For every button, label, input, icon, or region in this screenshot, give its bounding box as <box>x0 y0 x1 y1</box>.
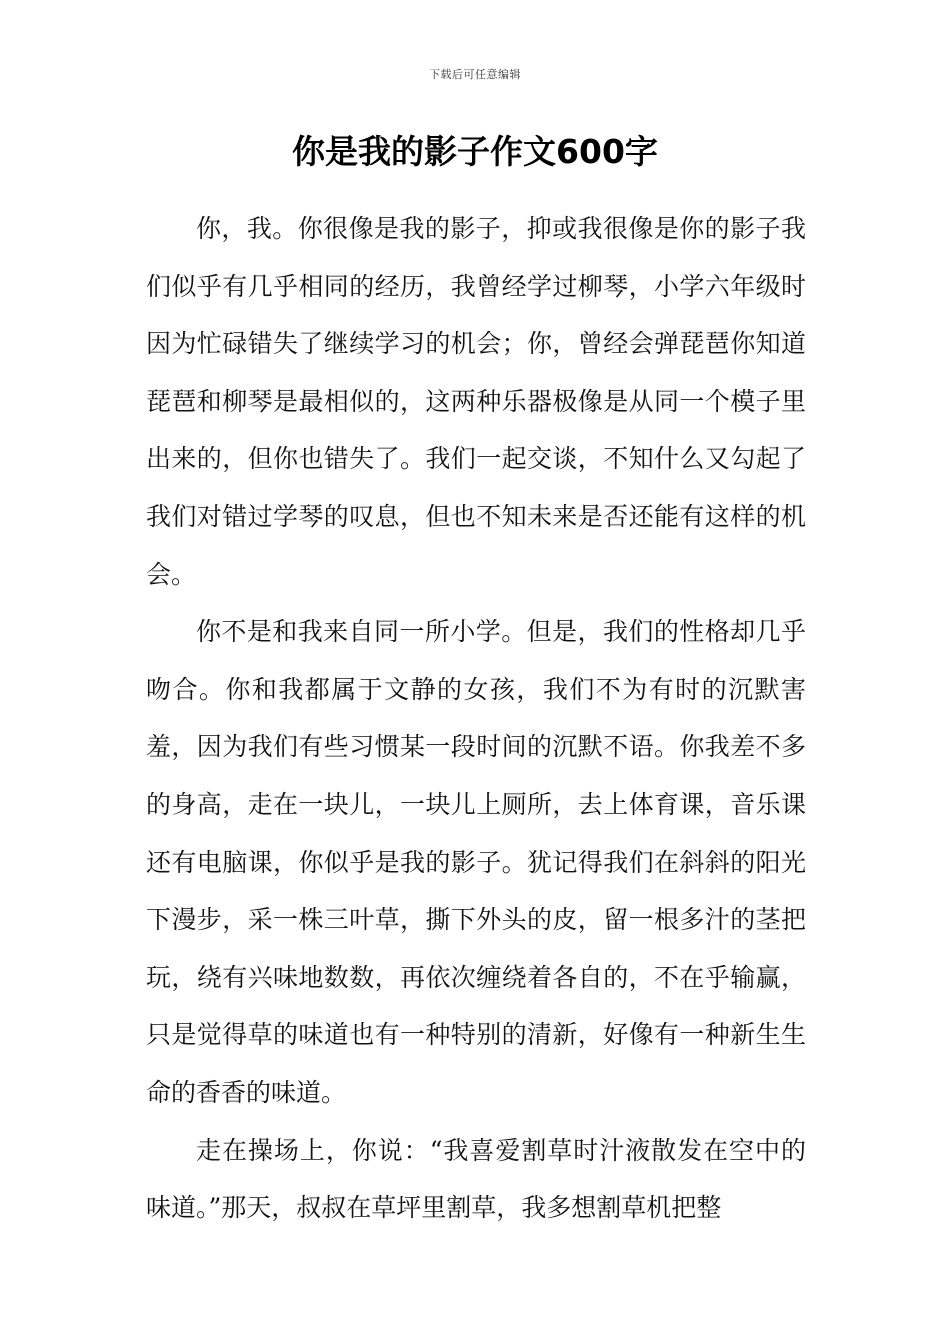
page-title: 你是我的影子作文600字 <box>292 132 658 171</box>
paragraph-3: 走在操场上，你说：“我喜爱割草时汁液散发在空中的味道。”那天，叔叔在草坪里割草，我多想割草机把整 <box>146 1135 806 1223</box>
paragraph-1: 你，我。你很像是我的影子，抑或我很像是你的影子我们似乎有几乎相同的经历，我曾经学过柳琴，小学六年级时因为忙碌错失了继续学习的机会；你，曾经会弹琵琶你知道琵琶和柳琴是最相似的，这两种乐器极像是从同一个模子里出来的，但你也错失了。我们一起交谈，不知什么又勾起了我们对错过学琴的叹息，但也不知未来是否还能有这样的机会。 <box>146 214 806 589</box>
paragraph-2: 你不是和我来自同一所小学。但是，我们的性格却几乎吻合。你和我都属于文静的女孩，我们不为有时的沉默害羞，因为我们有些习惯某一段时间的沉默不语。你我差不多的身高，走在一块儿，一块儿上厕所，去上体育课，音乐课还有电脑课，你似乎是我的影子。犹记得我们在斜斜的阳光下漫步，采一株三叶草，撕下外头的皮，留一根多汁的茎把玩，绕有兴味地数数，再依次缠绕着各自的，不在乎输赢，只是觉得草的味道也有一种特别的清新，好像有一种新生生命的香香的味道。 <box>146 617 806 1107</box>
header-note: 下载后可任意编辑 <box>429 68 521 81</box>
essay-body <box>146 200 806 1237</box>
